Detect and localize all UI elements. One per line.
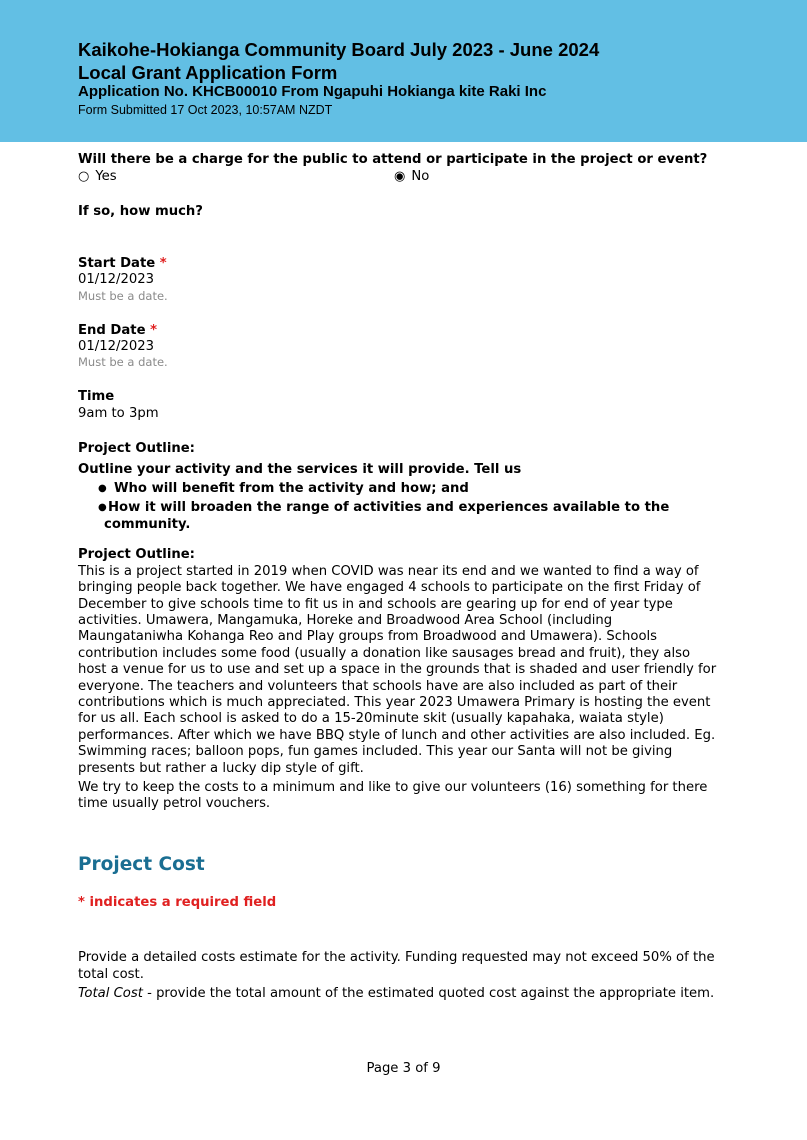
- time-value: 9am to 3pm: [78, 405, 159, 421]
- outline-answer-paragraph2: We try to keep the costs to a minimum and like to give our volunteers (16) something for there time usually petrol vouchers.: [78, 779, 708, 812]
- outline-answer-paragraph1: This is a project started in 2019 when COVID was near its end and we wanted to find a way of bringing people back together. We have engaged 4 schools to participate on the first Friday of December to give schools time to fit us in and schools are gearing up for end of year type activities. Umawera, Mangamuka, Horeke and Broadwood Area School (including Maungataniwha Kohanga Reo and Play groups from Broadwood and Umawera). Schools contribution includes some food (usually a donation like sausages bread and fruit), they also host a venue for us to use and set up a space in the grounds that is shaded and user friendly for everyone. The teachers and volunteers that schools have are also included as part of their contributions which is much appreciated. This year 2023 Umawera Primary is hosting the event for us all. Each school is asked to do a 15-20minute skit (usually kapahaka, waiata style) performances. After which we have BBQ style of lunch and other activities are also included. Eg. Swimming races; balloon pops, fun games included. This year our Santa will not be giving presents but rather a lucky dip style of gift.: [78, 563, 717, 776]
- time-label: Time: [78, 389, 115, 405]
- start-date-value: 01/12/2023: [78, 272, 155, 288]
- bullet-icon: ●: [98, 502, 107, 514]
- submitted-date: Form Submitted 17 Oct 2023, 10:57AM NZDT: [78, 103, 333, 117]
- form-title-line2: Local Grant Application Form: [78, 62, 338, 83]
- end-date-hint: Must be a date.: [78, 355, 168, 370]
- start-date-hint: Must be a date.: [78, 288, 168, 303]
- how-much-value: [78, 221, 718, 256]
- start-date-label-text: Start Date: [78, 255, 156, 271]
- list-item: ● How it will broaden the range of activities and experiences available to the community.: [98, 500, 670, 532]
- how-much-label: If so, how much?: [78, 204, 203, 220]
- bullet-icon: ●: [98, 483, 107, 495]
- outline-answer-label: Project Outline:: [78, 547, 195, 563]
- radio-option-no[interactable]: [394, 169, 429, 185]
- end-date-value: 01/12/2023: [78, 339, 155, 355]
- end-date-label-text: End Date: [78, 322, 146, 338]
- required-mark: *: [150, 322, 158, 338]
- required-mark: *: [159, 255, 167, 271]
- total-cost-description: - provide the total amount of the estimated quoted cost against the appropriate item.: [142, 986, 715, 1001]
- charge-options: [78, 169, 718, 187]
- application-number: Application No. KHCB00010 From Ngapuhi Hokianga kite Raki Inc: [78, 83, 547, 100]
- total-cost-term: Total Cost: [78, 986, 143, 1001]
- radio-option-yes[interactable]: [78, 169, 117, 185]
- radio-label-yes: Yes: [95, 169, 117, 185]
- outline-prompt-bullets: [78, 481, 718, 533]
- form-title-line1: Kaikohe-Hokianga Community Board July 2023 - June 2024: [78, 39, 600, 60]
- cost-instructions-1: Provide a detailed costs estimate for the activity. Funding requested may not exceed 50% of the total cost.: [78, 950, 715, 982]
- list-item: ● Who will benefit from the activity and how; and: [98, 481, 469, 497]
- required-field-note: * indicates a required field: [78, 894, 277, 910]
- page-number: Page 3 of 9: [366, 1061, 441, 1076]
- form-title: [78, 38, 599, 84]
- start-date-label: [78, 256, 718, 272]
- radio-label-no: No: [411, 169, 430, 185]
- end-date-label: [78, 323, 718, 339]
- form-content: [78, 152, 718, 1002]
- project-cost-heading: Project Cost: [78, 853, 205, 875]
- radio-unchecked-icon: ○: [78, 169, 90, 185]
- radio-checked-icon: ◉: [394, 169, 406, 185]
- outline-prompt-label: Project Outline:: [78, 441, 195, 457]
- form-header: [0, 0, 807, 142]
- cost-instructions-2: [78, 986, 718, 1002]
- charge-question: Will there be a charge for the public to attend or participate in the project or event?: [78, 152, 708, 167]
- outline-prompt-intro: Outline your activity and the services it will provide. Tell us: [78, 461, 522, 477]
